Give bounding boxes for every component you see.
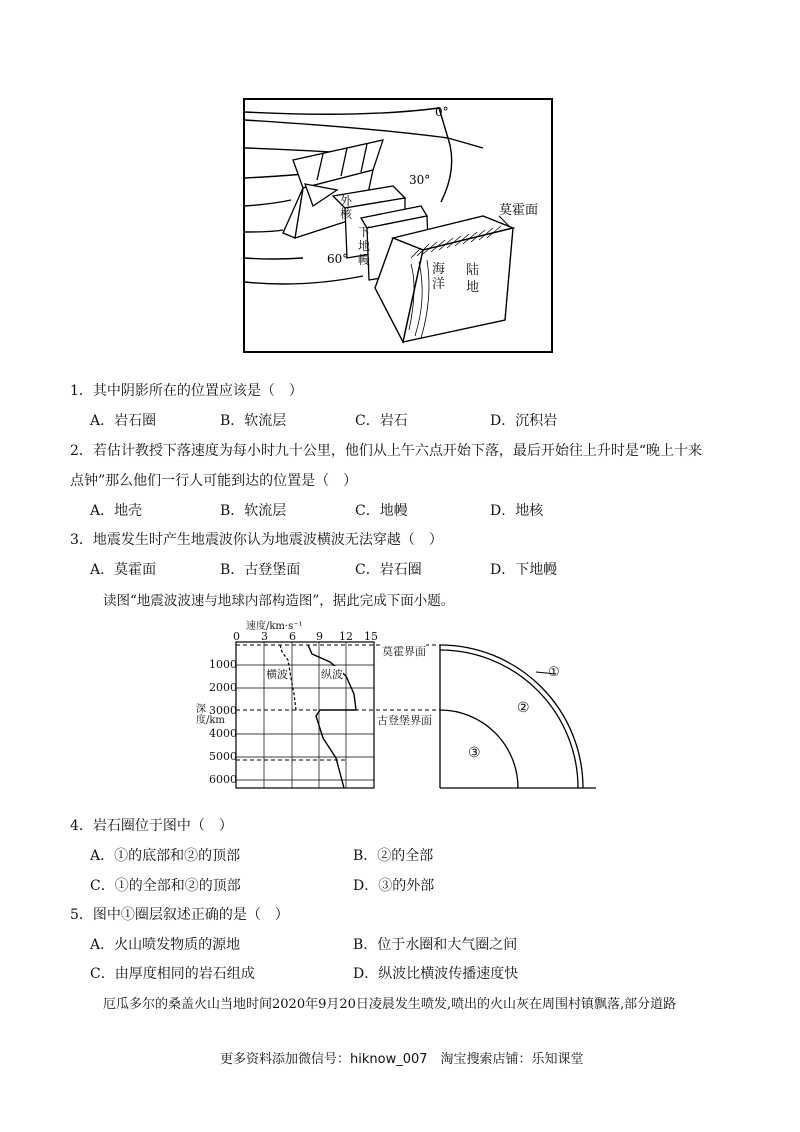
- depth-tick-5000: 5000: [209, 750, 237, 763]
- q5-option-d: D．纵波比横波传播速度快: [353, 966, 519, 982]
- q4-option-c: C．①的全部和②的顶部: [90, 878, 241, 894]
- q2-option-d: D．地核: [490, 503, 544, 519]
- q4-option-d: D．③的外部: [353, 878, 435, 894]
- speed-axis-label: 速度/km·s⁻¹: [246, 621, 303, 632]
- q1-option-c: C．岩石: [355, 413, 408, 429]
- question-3: 3．地震发生时产生地震波你认为地震波横波无法穿越（ ）: [70, 532, 443, 548]
- speed-tick-12: 12: [339, 630, 353, 643]
- circle-2-label: ②: [517, 700, 530, 716]
- q1-option-d: D．沉积岩: [490, 413, 558, 429]
- question-4: 4．岩石圈位于图中（ ）: [70, 818, 233, 834]
- closing-paragraph: 厄瓜多尔的桑盖火山当地时间2020年9月20日凌晨发生喷发,喷出的火山灰在周围村镇飘落,部分道路: [103, 997, 677, 1012]
- q3-option-c: C．岩石圈: [355, 562, 422, 578]
- depth-tick-3000: 3000: [209, 704, 237, 717]
- question-2-line1: 2．若估计教授下落速度为每小时九十公里，他们从上午六点开始下落，最后开始往上升时是“晚上十来: [70, 443, 703, 459]
- q3-option-a: A．莫霍面: [90, 562, 157, 578]
- earth-structure-figure: [243, 98, 553, 353]
- depth-tick-2000: 2000: [209, 681, 237, 694]
- deg0-label: 0°: [435, 105, 449, 119]
- land-label: 陆地: [466, 263, 480, 295]
- gutenberg-interface-label: 古登堡界面: [377, 714, 432, 727]
- p-wave-label: 纵波: [321, 668, 343, 681]
- ocean-label: 海洋: [432, 262, 446, 292]
- depth-tick-4000: 4000: [209, 727, 237, 740]
- q2-option-b: B．软流层: [220, 503, 287, 519]
- deg30-label: 30°: [409, 173, 431, 187]
- q4-option-b: B．②的全部: [353, 848, 434, 864]
- q3-option-b: B．古登堡面: [220, 562, 301, 578]
- speed-tick-15: 15: [364, 630, 378, 643]
- q3-option-d: D．下地幔: [490, 562, 558, 578]
- q1-option-a: A．岩石圈: [90, 413, 157, 429]
- q1-option-b: B．软流层: [220, 413, 287, 429]
- q5-option-b: B．位于水圈和大气圈之间: [353, 937, 518, 953]
- moho-label: 莫霍面: [499, 203, 539, 218]
- page-footer: 更多资料添加微信号：hiknow_007 淘宝搜索店铺：乐知课堂: [220, 1052, 584, 1067]
- speed-tick-6: 6: [289, 630, 296, 643]
- s-wave-label: 横波: [266, 668, 288, 681]
- circle-1-label: ①: [548, 665, 560, 680]
- q2-option-a: A．地壳: [90, 503, 143, 519]
- depth-tick-6000: 6000: [209, 773, 237, 786]
- depth-tick-1000: 1000: [209, 658, 237, 671]
- question-1: 1．其中阴影所在的位置应该是（ ）: [70, 383, 303, 399]
- deg60-label: 60°: [327, 252, 349, 266]
- question-5: 5．图中①圈层叙述正确的是（ ）: [70, 907, 289, 923]
- circle-3-label: ③: [468, 745, 481, 761]
- question-2-line2: 点钟”那么他们一行人可能到达的位置是（ ）: [70, 473, 358, 489]
- speed-tick-9: 9: [316, 630, 323, 643]
- q4-option-a: A．①的底部和②的顶部: [90, 848, 241, 864]
- moho-interface-label: 莫霍界面: [382, 645, 426, 658]
- speed-tick-3: 3: [261, 630, 268, 643]
- q5-option-c: C．由厚度相同的岩石组成: [90, 966, 255, 982]
- q2-option-c: C．地幔: [355, 503, 408, 519]
- intro-text: 读图“地震波波速与地球内部构造图”，据此完成下面小题。: [103, 593, 455, 609]
- lower-mantle-label: 下地幔: [358, 225, 371, 267]
- depth-axis-label: 深度/km: [196, 704, 225, 726]
- speed-tick-0: 0: [233, 630, 240, 643]
- outer-core-label: 外核: [340, 194, 353, 221]
- q5-option-a: A．火山喷发物质的源地: [90, 937, 241, 953]
